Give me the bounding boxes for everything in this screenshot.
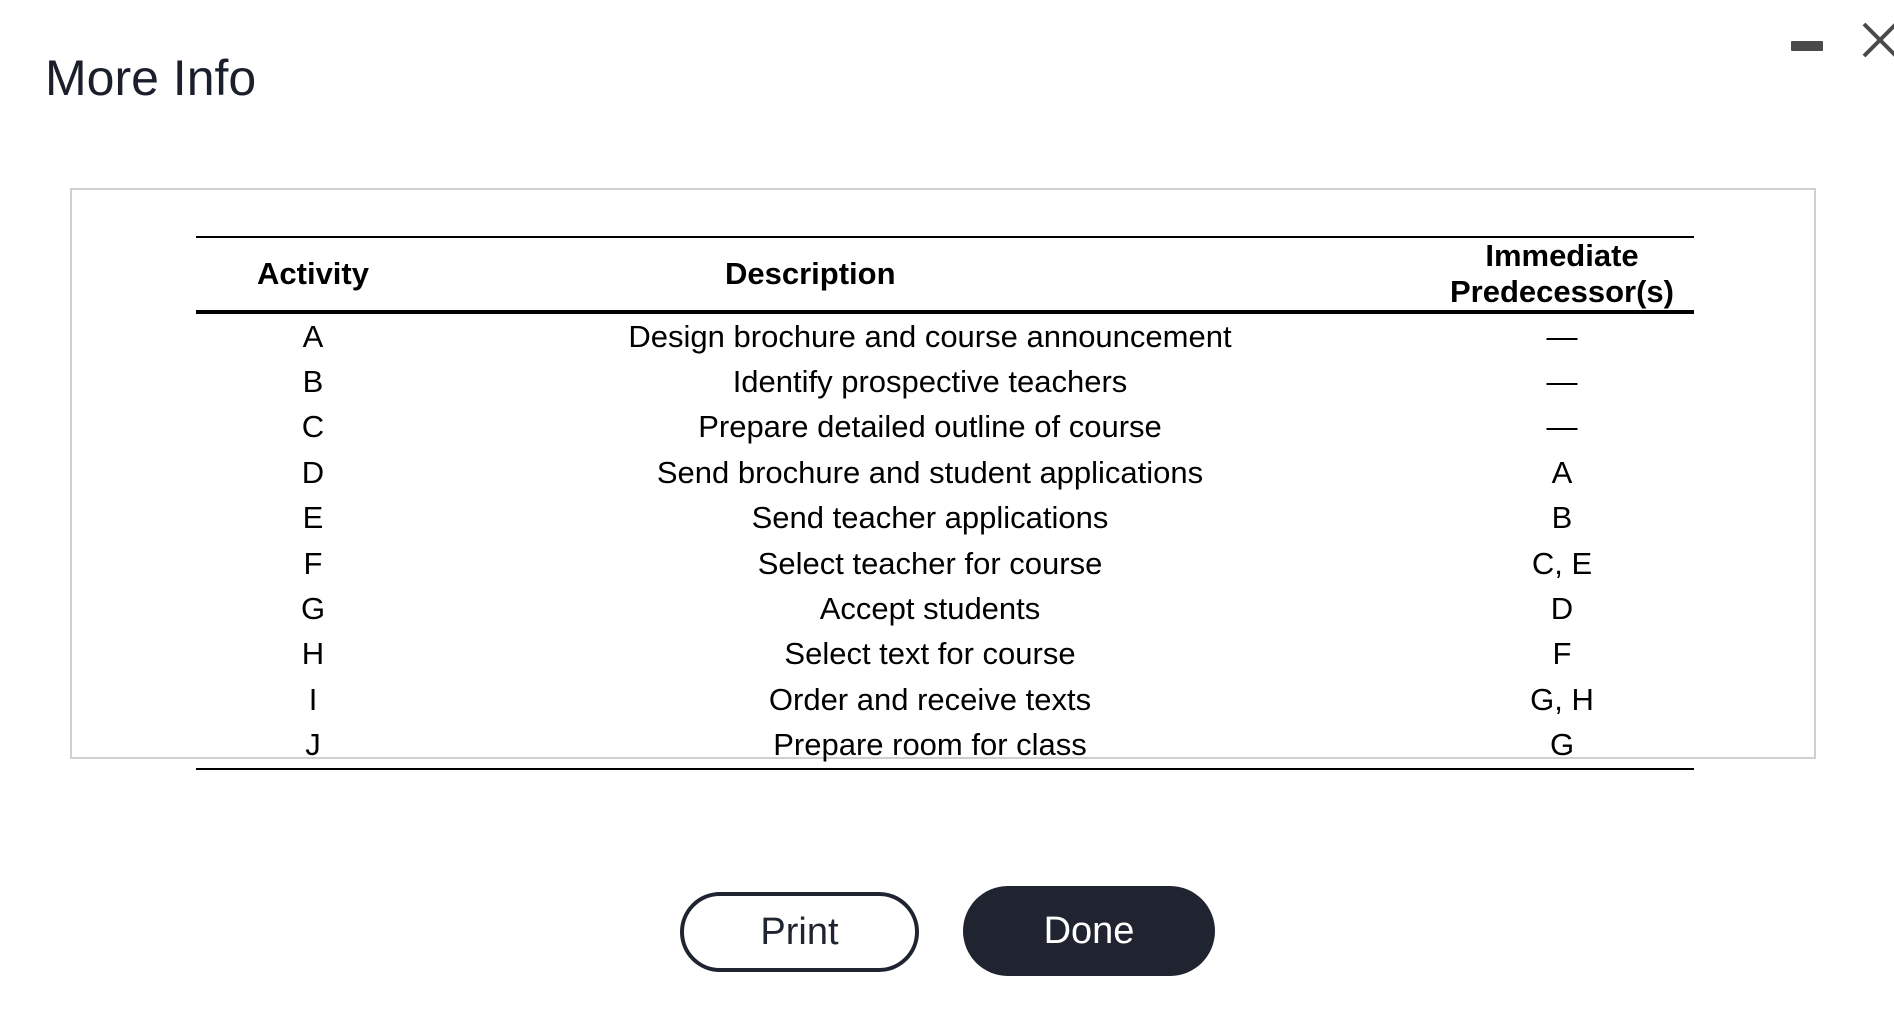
- done-button[interactable]: Done: [963, 886, 1215, 976]
- predecessors-cell: —: [1546, 409, 1578, 445]
- description-cell: Identify prospective teachers: [732, 364, 1128, 400]
- activity-cell: A: [302, 318, 324, 354]
- predecessors-cell: —: [1546, 364, 1578, 400]
- table-row: [196, 496, 1694, 541]
- predecessors-cell: C, E: [1531, 545, 1593, 581]
- description-cell: Order and receive texts: [768, 681, 1092, 717]
- predecessors-cell: D: [1550, 591, 1574, 627]
- predecessors-cell: A: [1551, 454, 1573, 490]
- activity-table: [196, 236, 1694, 770]
- column-header-description: Description: [725, 256, 896, 291]
- activity-cell: C: [301, 409, 325, 445]
- table-row: [196, 632, 1694, 677]
- predecessors-cell: B: [1551, 500, 1573, 536]
- description-cell: Send teacher applications: [751, 500, 1109, 536]
- activity-cell: E: [302, 500, 324, 536]
- predecessors-cell: F: [1552, 636, 1572, 672]
- column-header-predecessors: Immediate Predecessor(s): [1449, 238, 1674, 309]
- table-row: [196, 586, 1694, 631]
- table-row: [196, 359, 1694, 404]
- description-cell: Accept students: [819, 591, 1041, 627]
- activity-cell: H: [301, 636, 325, 672]
- table-row: [196, 312, 1694, 359]
- minimize-button[interactable]: [1789, 32, 1825, 62]
- activity-cell: F: [303, 545, 323, 581]
- description-cell: Prepare room for class: [773, 727, 1087, 763]
- predecessors-cell: G, H: [1530, 681, 1594, 717]
- table-row: [196, 723, 1694, 769]
- table-row: [196, 405, 1694, 450]
- activity-cell: J: [305, 727, 321, 763]
- description-cell: Select text for course: [784, 636, 1076, 672]
- close-icon: [1860, 18, 1894, 62]
- dialog-title: More Info: [45, 50, 257, 106]
- activity-cell: B: [302, 364, 324, 400]
- activity-cell: I: [308, 681, 318, 717]
- predecessors-cell: G: [1549, 727, 1575, 763]
- table-row: [196, 541, 1694, 586]
- activity-cell: D: [301, 454, 325, 490]
- description-cell: Select teacher for course: [757, 545, 1103, 581]
- close-button[interactable]: [1860, 18, 1894, 62]
- description-cell: Send brochure and student applications: [656, 454, 1204, 490]
- minimize-icon: [1791, 41, 1823, 51]
- predecessors-cell: —: [1546, 318, 1578, 354]
- table-row: [196, 677, 1694, 722]
- activity-cell: G: [300, 591, 326, 627]
- description-cell: Prepare detailed outline of course: [698, 409, 1162, 445]
- info-panel: [70, 188, 1816, 763]
- description-cell: Design brochure and course announcement: [628, 318, 1232, 354]
- column-header-activity: Activity: [257, 256, 369, 291]
- table-header-row: [196, 237, 1694, 312]
- table-row: [196, 450, 1694, 495]
- print-button[interactable]: Print: [680, 892, 919, 972]
